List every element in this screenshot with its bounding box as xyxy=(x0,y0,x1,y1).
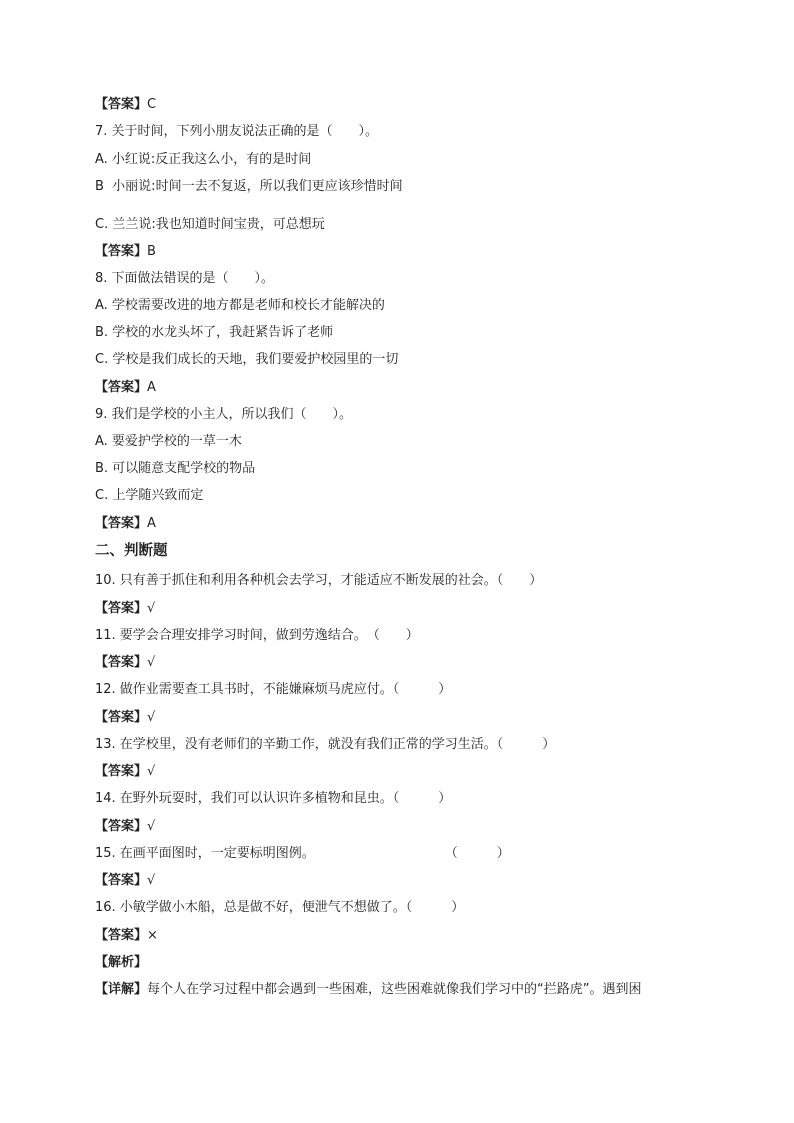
answer-label: 【答案】 xyxy=(95,97,148,112)
judgment-item: 11. 要学会合理安排学习时间，做到劳逸结合。 （ ） xyxy=(95,628,419,643)
option-b: B. 可以随意支配学校的物品 xyxy=(95,461,256,476)
option-a: A. 要爱护学校的一草一木 xyxy=(95,434,242,449)
answer-value: √ xyxy=(147,710,156,725)
judgment-item: 13. 在学校里，没有老师们的辛勤工作，就没有我们正常的学习生活。（ ） xyxy=(95,737,556,752)
answer-line xyxy=(95,927,158,945)
detail-label: 【详解】 xyxy=(95,982,148,997)
answer-line xyxy=(95,96,156,114)
analysis-label: 【解析】 xyxy=(95,955,148,970)
detail-text: 每个人在学习过程中都会遇到一些困难，这些困难就像我们学习中的“拦路虎”。遇到困 xyxy=(147,982,642,997)
answer-label: 【答案】 xyxy=(95,601,148,616)
option-a: A. 小红说:反正我这么小，有的是时间 xyxy=(95,152,312,167)
answer-line xyxy=(95,243,156,261)
option-c: C. 学校是我们成长的天地，我们要爱护校园里的一切 xyxy=(95,352,399,367)
question-stem: 9. 我们是学校的小主人，所以我们（ ）。 xyxy=(95,407,353,422)
judgment-item: 14. 在野外玩耍时，我们可以认识许多植物和昆虫。（ ） xyxy=(95,791,452,806)
answer-label: 【答案】 xyxy=(95,710,148,725)
option-c: C. 兰兰说:我也知道时间宝贵，可总想玩 xyxy=(95,217,325,232)
answer-label: 【答案】 xyxy=(95,764,148,779)
question-stem: 8. 下面做法错误的是（ ）。 xyxy=(95,271,275,286)
judgment-item: 10. 只有善于抓住和利用各种机会去学习，才能适应不断发展的社会。（ ） xyxy=(95,573,543,588)
answer-line xyxy=(95,872,155,890)
answer-line xyxy=(95,654,155,672)
answer-value: √ xyxy=(147,873,156,888)
answer-value: √ xyxy=(147,601,156,616)
answer-value: √ xyxy=(147,819,156,834)
option-b: B 小丽说:时间一去不复返，所以我们更应该珍惜时间 xyxy=(95,179,403,194)
answer-value: × xyxy=(147,928,158,943)
answer-label: 【答案】 xyxy=(95,819,148,834)
answer-value: A xyxy=(147,380,156,395)
answer-value: √ xyxy=(147,655,156,670)
answer-value: A xyxy=(147,516,156,531)
judgment-item: 15. 在画平面图时，一定要标明图例。 （ ） xyxy=(95,846,510,861)
answer-value: B xyxy=(147,244,156,259)
answer-label: 【答案】 xyxy=(95,928,148,943)
answer-value: C xyxy=(147,97,157,112)
question-stem: 7. 关于时间，下列小朋友说法正确的是（ ）。 xyxy=(95,124,379,139)
answer-value: √ xyxy=(147,764,156,779)
detail-line xyxy=(95,981,642,999)
answer-label: 【答案】 xyxy=(95,244,148,259)
option-a: A. 学校需要改进的地方都是老师和校长才能解决的 xyxy=(95,298,385,313)
answer-label: 【答案】 xyxy=(95,380,148,395)
judgment-item: 16. 小敏学做小木船，总是做不好，便泄气不想做了。（ ） xyxy=(95,900,465,915)
answer-line xyxy=(95,709,155,727)
answer-label: 【答案】 xyxy=(95,655,148,670)
answer-line xyxy=(95,515,156,533)
answer-line xyxy=(95,379,156,397)
option-b: B. 学校的水龙头坏了，我赶紧告诉了老师 xyxy=(95,325,334,340)
option-c: C. 上学随兴致而定 xyxy=(95,488,204,503)
judgment-item: 12. 做作业需要查工具书时，不能嫌麻烦马虎应付。（ ） xyxy=(95,682,452,697)
answer-line xyxy=(95,600,155,618)
answer-line xyxy=(95,818,155,836)
section-title: 二、判断题 xyxy=(95,543,168,559)
answer-label: 【答案】 xyxy=(95,873,148,888)
answer-label: 【答案】 xyxy=(95,516,148,531)
answer-line xyxy=(95,763,155,781)
